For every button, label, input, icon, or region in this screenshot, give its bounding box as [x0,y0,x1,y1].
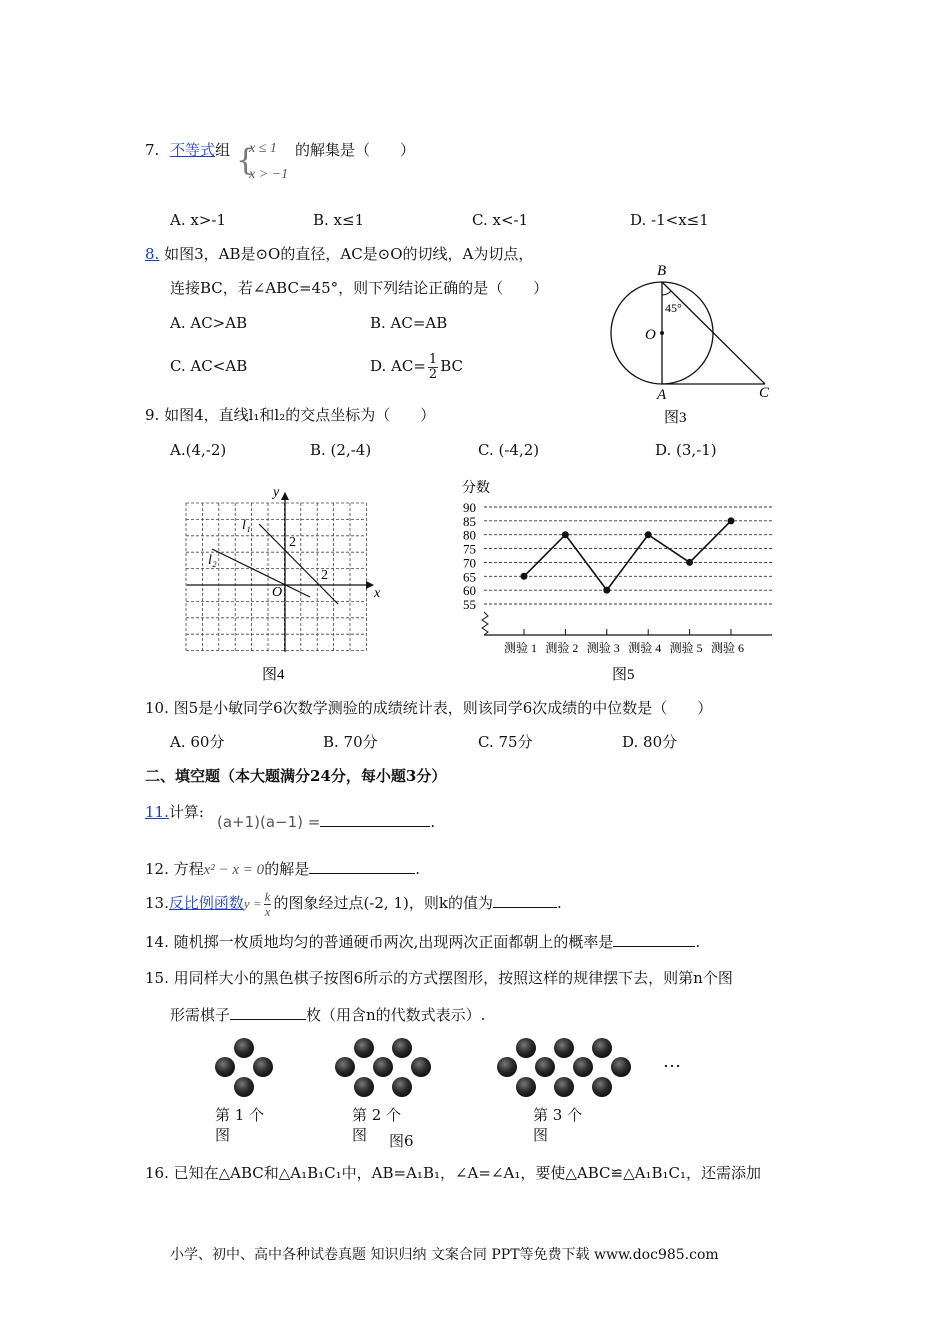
label-y: y [273,485,280,500]
numerator: 1 [428,351,438,367]
data-point [645,531,652,538]
q7-option-c: C. x<-1 [472,211,529,229]
grid [186,503,366,651]
data-point [603,587,610,594]
pattern-3-label: 第 3 个 [533,1106,583,1124]
q9-option-a: A.(4,-2) [170,441,227,459]
y-axis-arrow-icon [281,492,289,500]
q11-text: 计算: [168,803,204,821]
question-8 [145,245,533,263]
chess-piece [215,1057,235,1077]
q8-option-c: C. AC<AB [170,357,248,375]
ellipsis: … [663,1051,681,1071]
q14-text: 14. 随机掷一枚质地均匀的普通硬币两次,出现两次正面都朝上的概率是 [145,933,614,951]
figure-5-chart [450,475,780,690]
figure-5-caption: 图5 [612,667,635,683]
x-tick-label: 测验 6 [711,641,745,655]
q12-expr: x² − x = 0 [203,862,265,878]
label-a: A [657,387,667,403]
q15-text-b: 枚（用含n的代数式表示）. [306,1006,486,1024]
question-11-link[interactable]: 11. [145,803,169,821]
answer-blank[interactable] [309,859,415,874]
question-7 [145,141,230,159]
center-dot [660,331,664,335]
chess-piece [573,1057,593,1077]
q11-expr: (a+1)(a−1) = [217,813,321,831]
q7-option-a: A. x>-1 [170,211,227,229]
figure-4-caption: 图4 [262,667,285,683]
period: . [415,860,420,878]
label-l1: l₁ [242,518,251,533]
q8-line1: 如图3，AB是⊙O的直径，AC是⊙O的切线，A为切点， [164,245,534,263]
y-tick-label: 90 [463,500,476,515]
question-11 [145,803,204,821]
axis-break-icon [482,612,488,635]
y-tick-label: 85 [463,513,476,529]
period: . [430,813,436,831]
inequality-1: x ≤ 1 [249,141,277,156]
data-point [728,517,735,524]
inequality-link[interactable]: 不等式 [170,141,216,159]
data-point [562,531,569,538]
inverse-function-link[interactable]: 反比例函数 [168,894,244,912]
q8-line2: 连接BC，若∠ABC=45°，则下列结论正确的是（ ） [170,279,549,297]
chess-piece [392,1077,412,1097]
label-b: B [657,263,667,279]
chess-piece [554,1038,574,1058]
x-axis-arrow-icon [366,581,374,589]
chess-piece [373,1057,393,1077]
x-tick-label: 测验 3 [586,641,620,655]
series-line [524,521,731,590]
figure-6 [200,1030,720,1160]
figure-3-caption: 图3 [664,410,687,426]
angle-arc [662,291,671,295]
chess-piece [554,1077,574,1097]
x-tick-label: 测验 5 [669,641,703,655]
figure-4 [180,480,390,685]
inequality-2: x > −1 [249,167,289,182]
y-tick-label: 65 [463,569,476,585]
q13-expr: y = [243,896,262,911]
pattern-1-label-2: 图 [215,1126,231,1144]
footer-text: 小学、初中、高中各种试卷真题 知识归纳 文案合同 PPT等免费下载 www.doc985.com [170,1247,719,1263]
q12-text2: 的解是 [264,860,310,878]
q13-text: 的图象经过点(-2, 1)，则k的值为 [273,894,493,912]
chess-piece [497,1057,517,1077]
period: . [556,894,562,912]
period: . [695,933,701,951]
q10-option-b: B. 70分 [323,733,378,751]
y-axis-label: 分数 [462,481,490,496]
figure-6-caption: 图6 [389,1132,414,1150]
pattern-2-label-2: 图 [352,1126,368,1144]
y-tick-label: 80 [463,527,476,543]
chess-piece [234,1077,254,1097]
q10-option-d: D. 80分 [622,733,678,751]
q8-option-d-text: D. AC= [370,357,426,375]
chess-piece [335,1057,355,1077]
tick-y-2: 2 [289,535,296,550]
q15-text-a: 形需棋子 [170,1006,231,1024]
q15-line2 [170,1005,485,1024]
question-9: 9. 如图4，直线l₁和l₂的交点坐标为（ ） [145,406,436,424]
section-heading: 二、填空题（本大题满分24分，每小题3分） [145,767,447,785]
y-tick-label: 60 [463,583,476,599]
q8-option-d [370,344,463,388]
answer-blank[interactable] [613,932,695,947]
q7-text2: 的解集是（ ） [295,141,416,159]
q9-option-b: B. (2,-4) [310,441,372,459]
question-15: 15. 用同样大小的黑色棋子按图6所示的方式摆图形，按照这样的规律摆下去，则第n个图 [145,969,733,987]
tick-x-2: 2 [321,568,328,583]
chess-piece [516,1077,536,1097]
question-number: 13. [145,894,169,912]
q7-option-b: B. x≤1 [313,211,365,229]
denominator: 2 [428,366,438,382]
q11-expression [217,812,435,831]
question-13 [145,881,562,926]
chess-piece [392,1038,412,1058]
figure-3 [600,255,780,430]
pattern-2-label: 第 2 个 [352,1106,402,1124]
chess-piece [611,1057,631,1077]
label-c: C [759,385,770,401]
question-12 [145,859,420,879]
brace: { [236,143,256,178]
chess-piece [535,1057,555,1077]
chess-piece [516,1038,536,1058]
data-point [521,573,528,580]
line-l2 [212,549,310,597]
question-10: 10. 图5是小敏同学6次数学测验的成绩统计表，则该同学6次成绩的中位数是（ ） [145,699,713,717]
q10-option-a: A. 60分 [170,733,225,751]
angle-label: 45° [665,301,682,315]
pattern-3-label-2: 图 [533,1126,549,1144]
q8-option-b: B. AC=AB [370,314,448,332]
chess-piece [592,1077,612,1097]
answer-blank[interactable] [320,812,430,827]
denominator: x [264,903,271,919]
chess-piece [411,1057,431,1077]
pattern-1-label: 第 1 个 [215,1106,265,1124]
label-origin: O [272,585,283,600]
q12-text: 12. 方程 [145,860,204,878]
answer-blank[interactable] [493,893,557,908]
answer-blank[interactable] [230,1005,306,1020]
segment-bc [662,282,765,384]
chess-piece [253,1057,273,1077]
chess-piece [354,1077,374,1097]
q8-option-d-tail: BC [440,357,463,375]
y-tick-label: 70 [463,555,476,571]
label-l2: l₂ [208,553,217,568]
chess-piece [234,1038,254,1058]
chess-piece [592,1038,612,1058]
fraction [428,353,438,382]
q8-option-a: A. AC>AB [170,314,248,332]
x-tick-label: 测验 2 [545,641,579,655]
q10-option-c: C. 75分 [478,733,533,751]
question-14 [145,932,700,951]
q7-text: 组 [215,141,231,159]
data-point [686,559,693,566]
y-tick-label: 55 [463,597,476,612]
fraction [264,890,272,919]
label-o: O [645,327,656,343]
question-number: 7. [145,141,160,159]
label-x: x [374,586,381,601]
question-8-link[interactable]: 8. [145,245,160,263]
q9-option-d: D. (3,-1) [655,441,717,459]
y-tick-label: 75 [463,541,476,557]
chess-piece [354,1038,374,1058]
q9-option-c: C. (-4,2) [478,441,540,459]
x-tick-label: 测验 4 [628,641,662,655]
q7-option-d: D. -1<x≤1 [630,211,709,229]
numerator: k [264,888,271,904]
question-16: 16. 已知在△ABC和△A₁B₁C₁中，AB=A₁B₁，∠A=∠A₁，要使△ABC≌△A₁B₁C₁，还需添加 [145,1164,761,1182]
x-tick-label: 测验 1 [504,641,538,655]
